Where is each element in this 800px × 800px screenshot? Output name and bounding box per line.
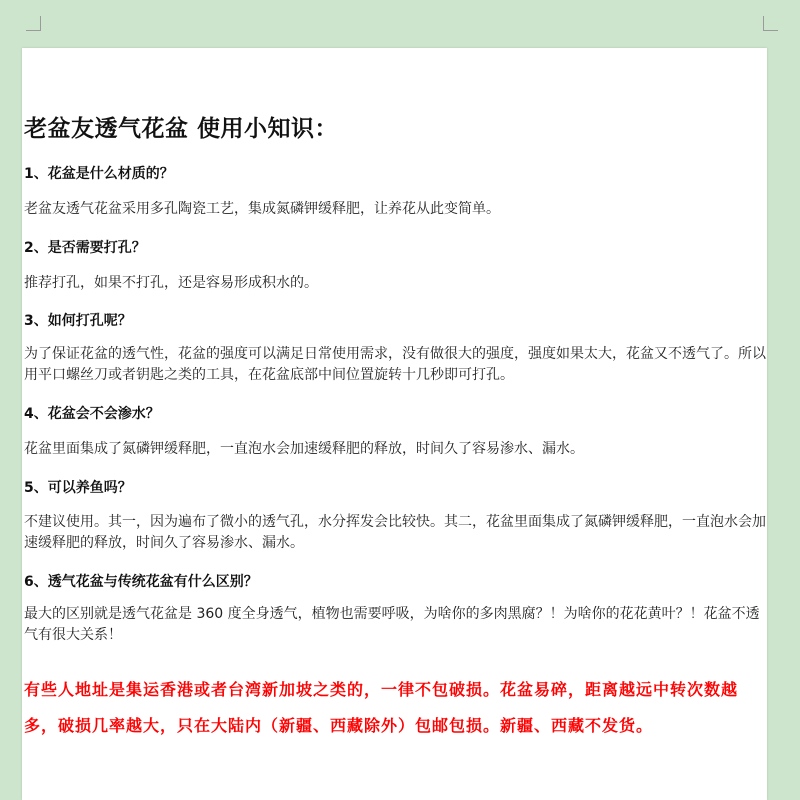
document-page bbox=[22, 48, 767, 800]
faq-question-6: 6、透气花盆与传统花盆有什么区别？ bbox=[24, 574, 258, 590]
faq-answer-1: 老盆友透气花盆采用多孔陶瓷工艺，集成氮磷钾缓释肥，让养花从此变简单。 bbox=[24, 201, 500, 217]
faq-answer-5: 不建议使用。其一，因为遍布了微小的透气孔，水分挥发会比较快。其二，花盆里面集成了氮磷钾缓释肥，一直泡水会加速缓释肥的释放，时间久了容易渗水、漏水。 bbox=[24, 514, 766, 551]
faq-answer-6: 最大的区别就是透气花盆是 360 度全身透气，植物也需要呼吸，为啥你的多肉黑腐？！为啥你的花花黄叶？！花盆不透气有很大关系！ bbox=[24, 606, 760, 643]
faq-answer-2: 推荐打孔，如果不打孔，还是容易形成积水的。 bbox=[24, 275, 318, 291]
faq-question-3: 3、如何打孔呢？ bbox=[24, 313, 132, 329]
page-corner-mark-left bbox=[26, 16, 41, 31]
page-corner-mark-right bbox=[763, 16, 778, 31]
faq-question-1: 1、花盆是什么材质的？ bbox=[24, 166, 174, 182]
faq-answer-4: 花盆里面集成了氮磷钾缓释肥，一直泡水会加速缓释肥的释放，时间久了容易渗水、漏水。 bbox=[24, 441, 584, 457]
shipping-notice: 有些人地址是集运香港或者台湾新加坡之类的，一律不包破损。花盆易碎，距离越远中转次数越多，破损几率越大，只在大陆内（新疆、西藏除外）包邮包损。新疆、西藏不发货。 bbox=[24, 680, 739, 735]
faq-question-2: 2、是否需要打孔？ bbox=[24, 240, 146, 256]
faq-question-5: 5、可以养鱼吗？ bbox=[24, 480, 132, 496]
faq-question-4: 4、花盆会不会渗水？ bbox=[24, 406, 160, 422]
faq-answer-3: 为了保证花盆的透气性，花盆的强度可以满足日常使用需求，没有做很大的强度，强度如果太大，花盆又不透气了。所以用平口螺丝刀或者钥匙之类的工具，在花盆底部中间位置旋转十几秒即可打孔。 bbox=[24, 346, 766, 383]
document-title: 老盆友透气花盆 使用小知识： bbox=[24, 116, 339, 142]
